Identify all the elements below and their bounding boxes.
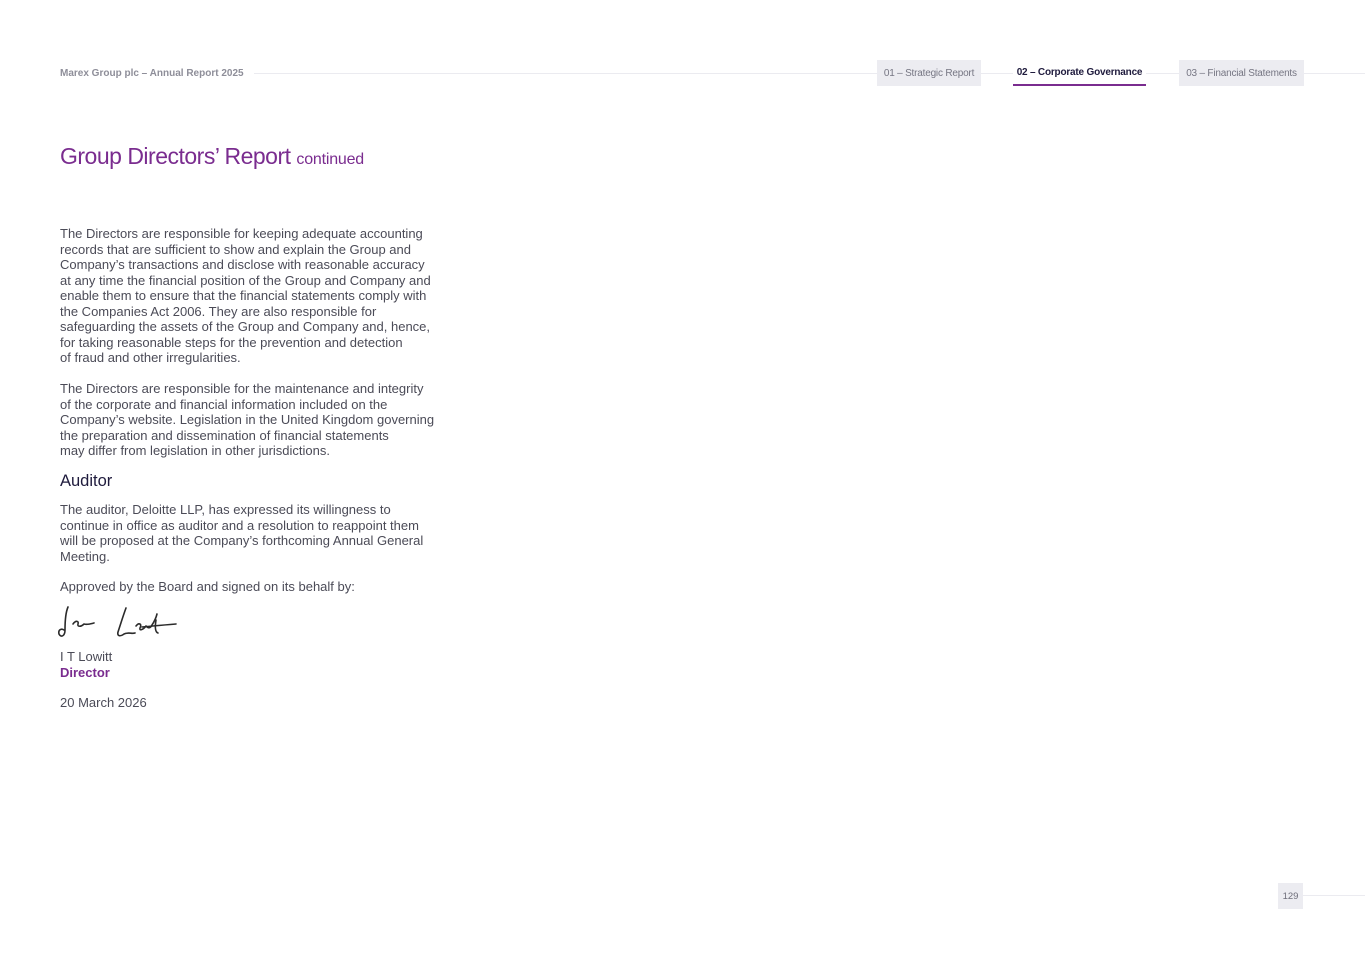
text-line: the preparation and dissemination of financial statements [60,427,389,443]
page-title [60,143,364,170]
signature-date: 20 March 2026 [60,695,147,710]
text-line: for taking reasonable steps for the prevention and detection [60,334,403,350]
text-line: enable them to ensure that the financial statements comply with [60,288,427,303]
text-line: The Directors are responsible for the maintenance and integrity [60,381,424,396]
tab-financial-statements[interactable]: 03 – Financial Statements [1179,60,1304,86]
text-line: the Companies Act 2006. They are also responsible for [60,303,377,319]
report-label: Marex Group plc – Annual Report 2025 [60,68,254,79]
signatory-role: Director [60,665,110,680]
page-title-continued: continued [296,151,364,168]
section-heading-auditor: Auditor [60,472,113,490]
text-line: The Directors are responsible for keeping adequate accounting [60,226,423,241]
text-line: will be proposed at the Company’s forthcoming Annual General [60,533,424,548]
text-line: Approved by the Board and signed on its behalf by: [60,579,355,594]
paragraph-accounting-records [60,226,480,366]
tab-strategic-report[interactable]: 01 – Strategic Report [877,60,981,86]
text-line: continue in office as auditor and a resolution to reappoint them [60,517,419,533]
tab-corporate-governance[interactable]: 02 – Corporate Governance [1013,60,1146,86]
text-line: may differ from legislation in other jurisdictions. [60,443,330,458]
page-title-main: Group Directors’ Report [60,143,291,169]
text-line: records that are sufficient to show and explain the Group and [60,241,411,257]
page-number: 129 [1278,883,1303,909]
paragraph-website-integrity [60,381,480,459]
text-line: Company’s website. Legislation in the United Kingdom governing [60,412,435,427]
text-line: safeguarding the assets of the Group and Company and, hence, [60,319,431,334]
signatory-name: I T Lowitt [60,649,113,664]
footer-divider [1303,895,1365,896]
text-line: of the corporate and financial information included on the [60,396,388,412]
signature-image [56,600,180,644]
text-line: Meeting. [60,548,110,564]
text-line: Company’s transactions and disclose with reasonable accuracy [60,257,425,272]
paragraph-auditor [60,502,480,564]
text-line: of fraud and other irregularities. [60,350,241,365]
text-line: The auditor, Deloitte LLP, has expressed its willingness to [60,502,391,517]
text-line: at any time the financial position of the Group and Company and [60,272,431,288]
approval-statement [60,579,480,595]
